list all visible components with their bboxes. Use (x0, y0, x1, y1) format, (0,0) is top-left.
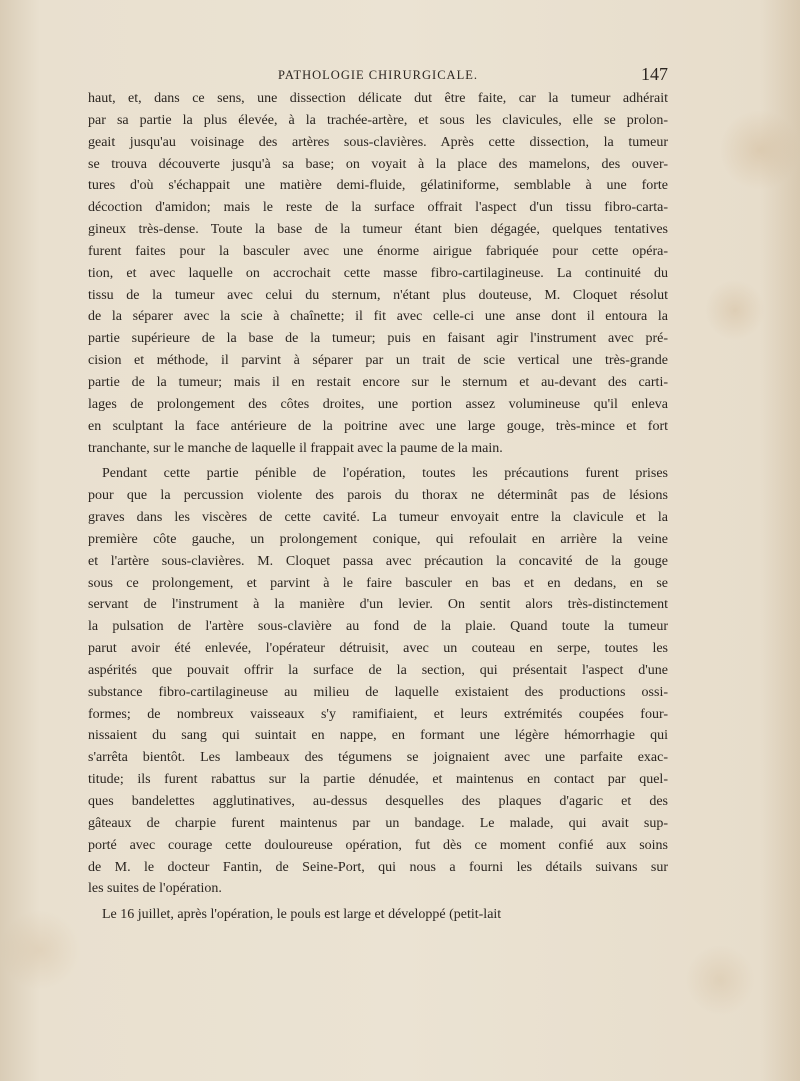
text-line: les suites de l'opération. (88, 881, 222, 897)
text-line: Pendant cette partie pénible de l'opération, toutes les précautions furent prises (102, 466, 668, 482)
text-line: furent faites pour la basculer avec une énorme airigue fabriquée pour cette opéra- (88, 243, 668, 259)
text-line: substance fibro-cartilagineuse au milieu de laquelle existaient des productions ossi- (88, 684, 668, 700)
page-number: 147 (641, 64, 668, 84)
text-line: geait jusqu'au voisinage des artères sous-clavières. Après cette dissection, la tumeur (88, 134, 668, 150)
body-text (88, 88, 668, 926)
text-line: nissaient du sang qui suintait en nappe, en formant une légère hémorrhagie qui (88, 728, 668, 744)
paragraph (88, 463, 668, 900)
text-line: sous ce prolongement, et parvint à le faire basculer en bas et en dedans, en se (88, 575, 668, 591)
text-line: tures d'où s'échappait une matière demi-fluide, gélatiniforme, semblable à une forte (88, 178, 668, 194)
text-line: parut avoir été enlevée, l'opérateur détruisit, avec un couteau en serpe, toutes les (88, 641, 668, 657)
text-line: tranchante, sur le manche de laquelle il frappait avec la paume de la main. (88, 440, 503, 456)
text-line: cision et méthode, il parvint à séparer par un trait de scie vertical une très-grande (88, 353, 668, 369)
text-line: gâteaux de charpie furent maintenus par un bandage. Le malade, qui avait sup- (88, 815, 668, 831)
text-line: tissu de la tumeur avec celui du sternum, n'étant plus douteuse, M. Cloquet résolut (88, 287, 668, 303)
text-line: formes; de nombreux vaisseaux s'y ramifiaient, et leurs extrémités coupées four- (88, 706, 668, 722)
text-line: se trouva découverte jusqu'à sa base; on voyait à la place des mamelons, des ouver- (88, 156, 668, 172)
text-line: pour que la percussion violente des parois du thorax ne déterminât pas de lésions (88, 488, 668, 504)
text-line: partie de la tumeur; mais il en restait encore sur le sternum et au-devant des carti- (88, 374, 668, 390)
text-line: par sa partie la plus élevée, à la trachée-artère, et sous les clavicules, elle se prolon- (88, 112, 668, 128)
text-line: titude; ils furent rabattus sur la partie dénudée, et maintenus en contact par quel- (88, 772, 668, 788)
text-line: partie supérieure de la base de la tumeur; puis en faisant agir l'instrument avec pré- (88, 331, 668, 347)
text-line: de la séparer avec la scie à chaînette; il fit avec celle-ci une anse dont il entoura la (88, 309, 668, 325)
text-line: ques bandelettes agglutinatives, au-dessus desquelles des plaques d'agaric et des (88, 794, 668, 809)
text-line: Le 16 juillet, après l'opération, le pouls est large et développé (petit-lait (102, 907, 502, 923)
text-line: gineux très-dense. Toute la base de la tumeur étant bien dégagée, quelques tentatives (88, 222, 668, 238)
text-line: s'arrêta bientôt. Les lambeaux des tégumens se joignaient avec une parfaite exac- (88, 750, 668, 766)
text-line: la pulsation de l'artère sous-clavière au fond de la plaie. Quand toute la tumeur (88, 619, 668, 635)
text-line: porté avec courage cette douloureuse opération, fut dès ce moment confié aux soins (88, 837, 668, 853)
running-title: PATHOLOGIE CHIRURGICALE. (278, 68, 478, 82)
text-line: servant de l'instrument à la manière d'un levier. On sentit alors très-distinctement (88, 597, 668, 613)
text-line: première côte gauche, un prolongement conique, qui refoulait en arrière la veine (88, 531, 668, 547)
text-line: graves dans les viscères de cette cavité. La tumeur envoyait entre la clavicule et la (88, 510, 668, 526)
text-line: en sculptant la face antérieure de la poitrine avec une large gouge, très-mince et fort (88, 418, 668, 434)
text-line: aspérités que pouvait offrir la surface de la section, qui présentait l'aspect d'une (88, 662, 668, 678)
text-line: lages de prolongement des côtes droites, une portion assez volumineuse qu'il enleva (88, 396, 668, 412)
paragraph (88, 88, 668, 459)
text-line: tion, et avec laquelle on accrochait cette masse fibro-cartilagineuse. La continuité du (88, 265, 668, 281)
text-line: et l'artère sous-clavières. M. Cloquet passa avec précaution la concavité de la gouge (88, 553, 668, 569)
text-line: décoction d'amidon; mais le reste de la surface offrait l'aspect d'un tissu fibro-carta- (88, 200, 668, 216)
paragraph (88, 904, 668, 926)
page-header (88, 64, 668, 86)
text-line: de M. le docteur Fantin, de Seine-Port, qui nous a fourni les détails suivans sur (88, 859, 668, 875)
text-line: haut, et, dans ce sens, une dissection délicate dut être faite, car la tumeur adhérait (88, 91, 668, 106)
